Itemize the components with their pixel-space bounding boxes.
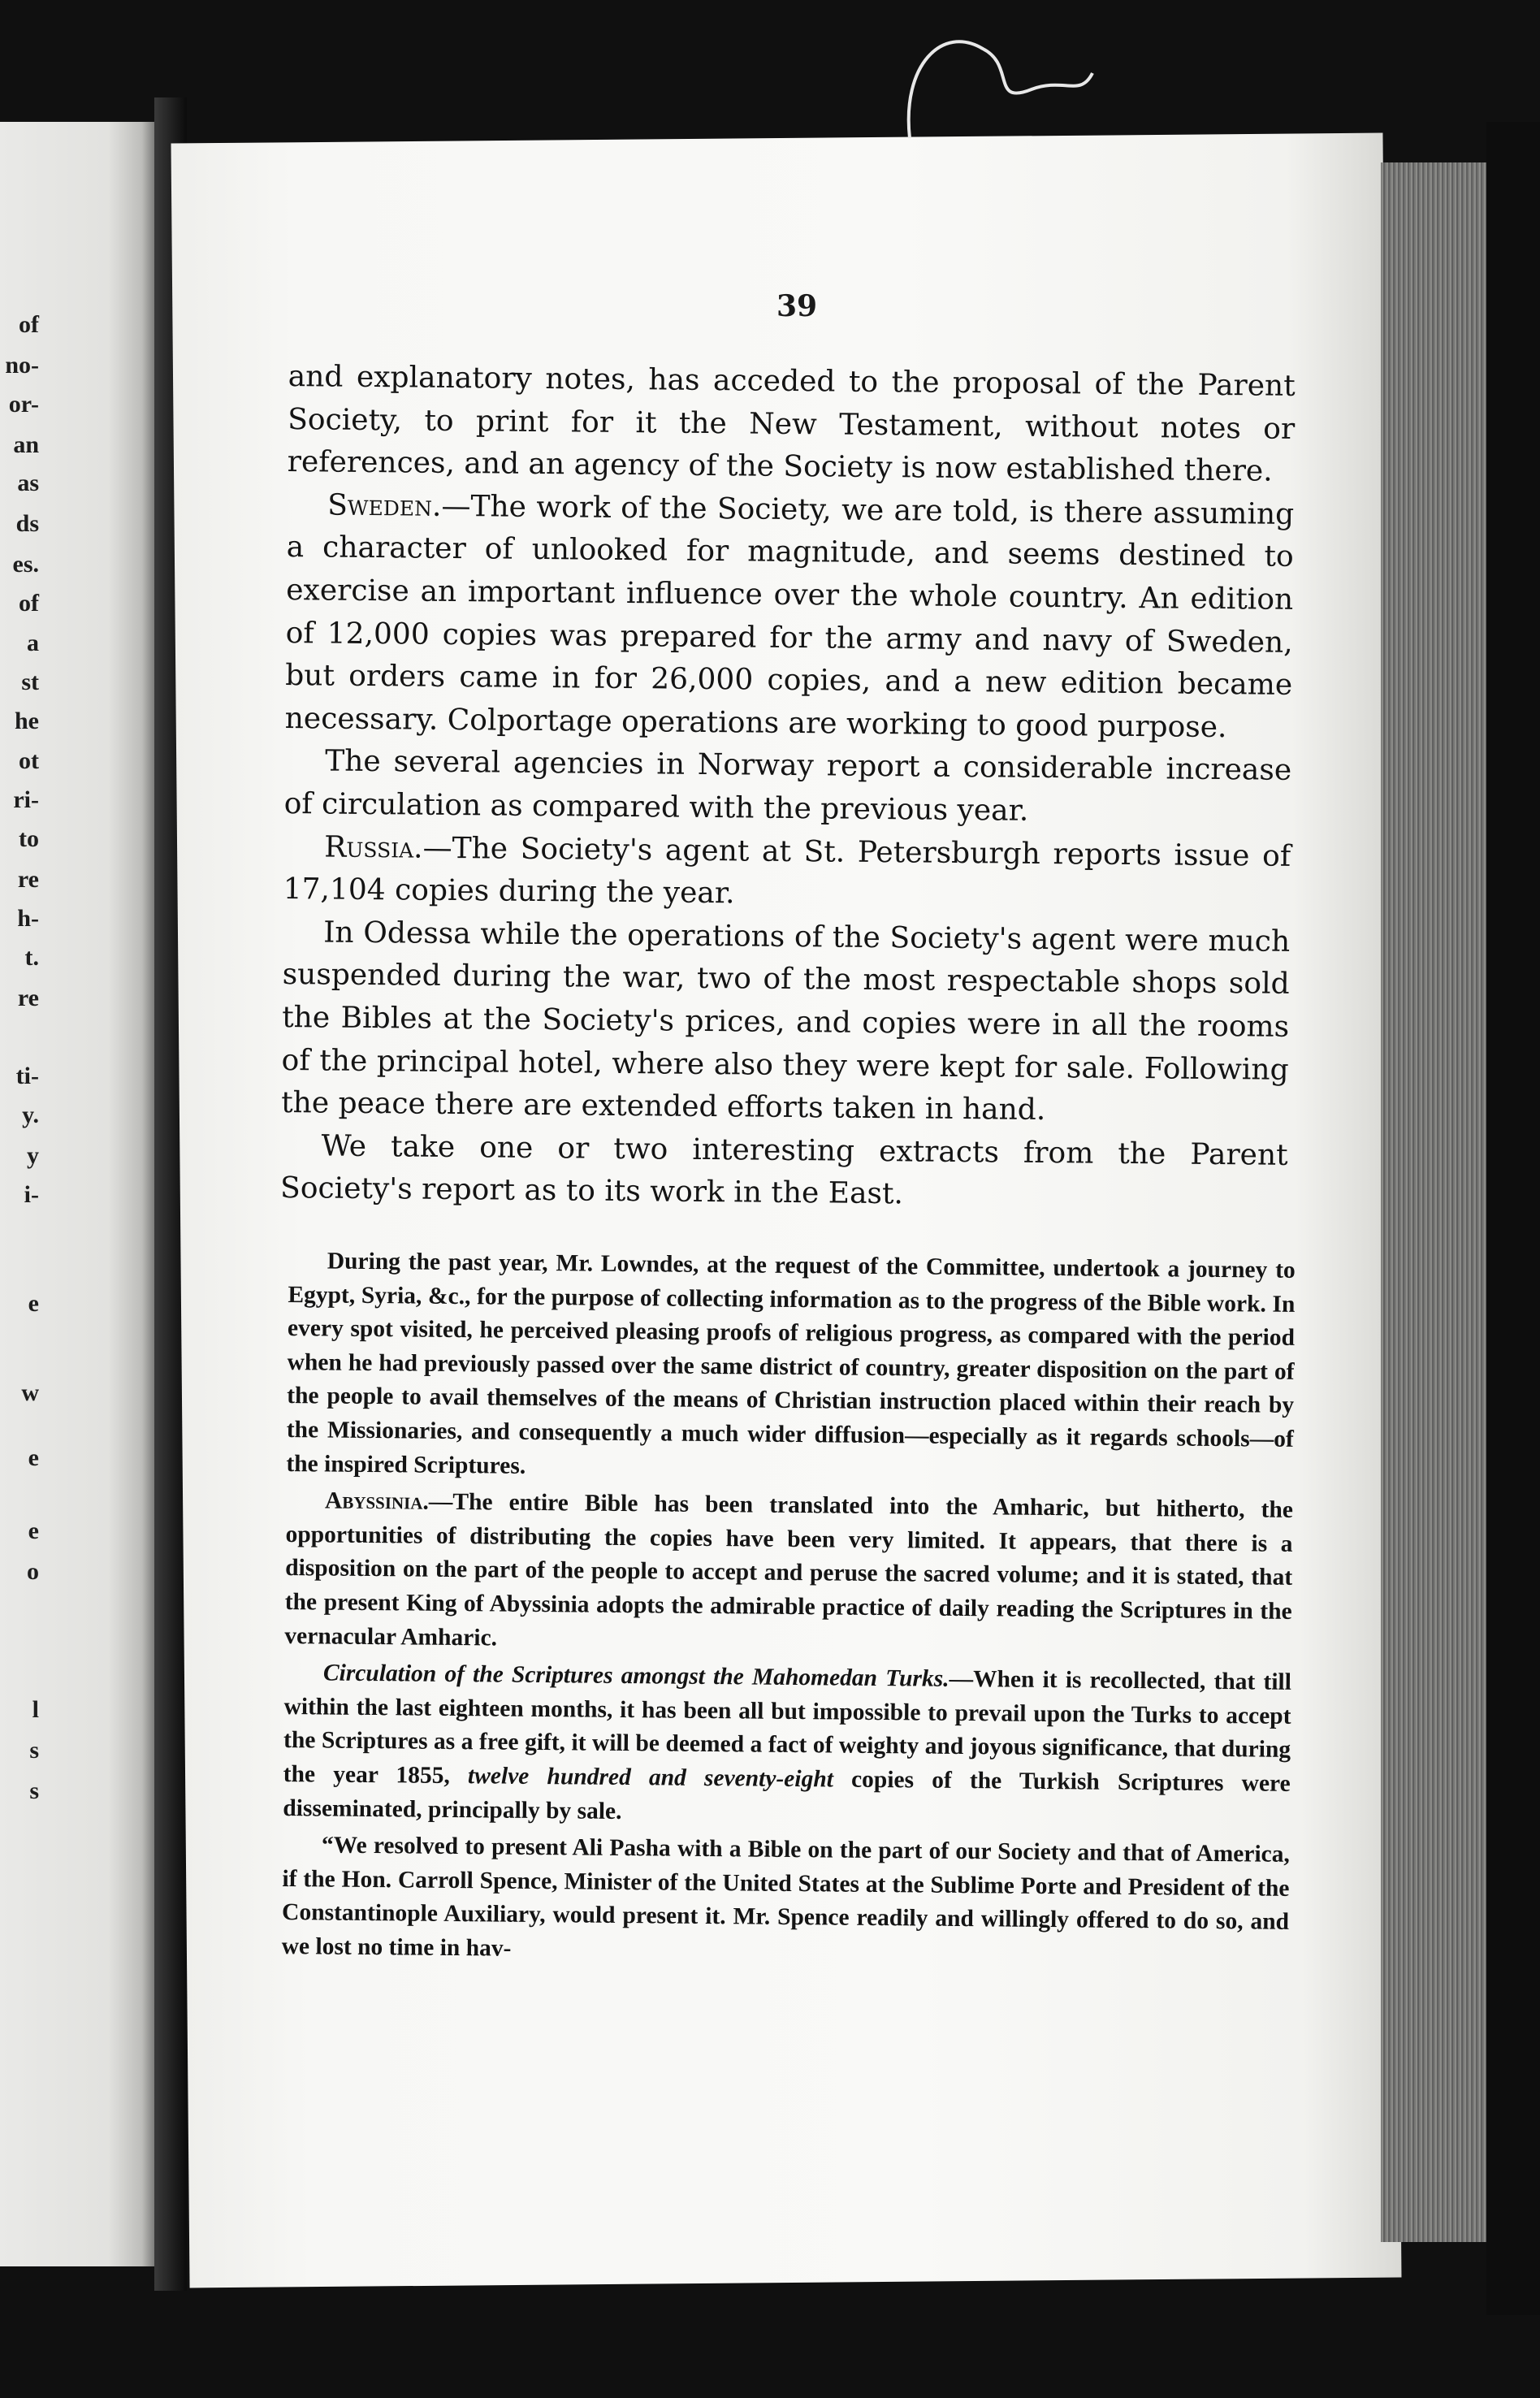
- left-page-fragment: s: [29, 1737, 39, 1764]
- left-page-fragment: i-: [24, 1181, 39, 1208]
- paragraph-norway: The several agencies in Norway report a considerable increase of circulation as compared with the previous year.: [283, 744, 1292, 828]
- left-page-fragment: es.: [12, 551, 39, 578]
- left-page-fragment: to: [19, 825, 39, 852]
- quote-paragraph-abyssinia: Abyssinia.—The entire Bible has been translated into the Amharic, but hitherto, the opportunities of distributing the copies have been very limited. It appears, that there is a disposition on the part of the people to accept and peruse the sacred volume; and it is stated, that the present King of Abyssinia adopts the admirable practice of daily reading the Scriptures in the vernacular Amharic.: [284, 1487, 1294, 1651]
- left-page-fragment: e: [28, 1444, 39, 1471]
- left-page-fragment: ot: [19, 747, 39, 774]
- background-edge: [1486, 122, 1540, 2315]
- left-page-fragment: y: [27, 1142, 39, 1169]
- paragraph-extracts: We take one or two interesting extracts from the Parent Society's report as to its work in the East.: [279, 1129, 1288, 1211]
- left-page-fragment: ds: [15, 510, 39, 537]
- left-page-fragment: h-: [17, 905, 39, 932]
- paragraph-sweden: Sweden.—The work of the Society, we are told, is there assuming a character of unlooked for magnitude, and seems destined to exercise an important influence over the whole country. An edition of 12,000 copies was prepared for the army and navy of Sweden, but orders came in for 26,000 copies, and a new edition became necessary. Colportage operations are working to good purpose.: [284, 488, 1295, 744]
- left-page-fragment: st: [21, 669, 39, 695]
- left-page-fragment: no-: [5, 352, 39, 379]
- left-page-fragment: s: [29, 1777, 39, 1804]
- paragraph-russia: Russia.—The Society's agent at St. Petersburgh reports issue of 17,104 copies during the year.: [283, 829, 1291, 911]
- left-page-fragment: e: [28, 1517, 39, 1544]
- section-lead: Sweden.: [327, 488, 442, 523]
- page-edges: [1381, 162, 1486, 2242]
- quote-paragraph-turks: Circulation of the Scriptures amongst the Mahomedan Turks.—When it is recollected, that till within the last eighteen months, it has been all but impossible to prevail upon the Turks to accept the Scriptures as a free gift, it will be deemed a fact of weighty and joyous significance, that during the year 1855, twelve hundred and seventy-eight copies of the Turkish Scriptures were disseminated, principally by sale.: [283, 1660, 1292, 1824]
- section-lead: Abyssinia.: [324, 1487, 430, 1515]
- section-lead: Russia.: [324, 829, 423, 865]
- left-page-fragment: ri-: [13, 786, 39, 813]
- left-page-fragment: re: [17, 866, 39, 893]
- page-number: 39: [776, 289, 818, 323]
- paragraph: and explanatory notes, has acceded to the proposal of the Parent Society, to print for it the New Testament, without notes or references, and an agency of the Society is now established there.: [287, 359, 1296, 488]
- quote-paragraph-ali-pasha: “We resolved to present Ali Pasha with a Bible on the part of our Society and that of America, if the Hon. Carroll Spence, Minister of the United States at the Sublime Porte and President of the Constantinople Auxiliary, would present it. Mr. Spence readily and willingly offered to do so, and we lost no time in hav-: [281, 1832, 1291, 1962]
- left-page-fragment: t.: [24, 944, 39, 971]
- left-page-fragment: w: [21, 1379, 39, 1406]
- left-page-fragment: y.: [22, 1102, 39, 1128]
- quoted-extract: [282, 1244, 1296, 1973]
- left-page-fragment: a: [27, 630, 39, 656]
- left-page-fragment: e: [28, 1290, 39, 1317]
- left-page-fragment: ti-: [15, 1063, 39, 1089]
- left-page-fragment: of: [19, 311, 39, 338]
- italic-phrase: twelve hundred and seventy-eight: [467, 1763, 834, 1793]
- body-text: [280, 356, 1296, 1220]
- quote-paragraph-lowndes: During the past year, Mr. Lowndes, at the request of the Committee, undertook a journey to Egypt, Syria, &c., for the purpose of collecting information as to the progress of the Bible work. In every spot visited, he perceived pleasing proofs of religious progress, as compared with the period when he had previously passed over the same district of country, greater disposition on the part of the people to avail themselves of the means of Christian instruction placed within their reach by the Missionaries, and consequently a much wider diffusion—especially as it regards schools—of the inspired Scriptures.: [286, 1248, 1296, 1479]
- left-page-fragment: he: [15, 708, 39, 734]
- left-page-fragment: o: [27, 1558, 39, 1585]
- left-page-fragment: of: [19, 590, 39, 617]
- left-page-fragment: an: [13, 431, 39, 458]
- stray-hair-mark: [893, 16, 1097, 146]
- left-page-fragment: l: [32, 1696, 39, 1723]
- left-page-fragment: as: [17, 470, 39, 496]
- left-page-fragment: or-: [8, 391, 39, 418]
- italic-heading: Circulation of the Scriptures amongst the Mahomedan Turks.: [322, 1660, 950, 1692]
- paragraph-odessa: In Odessa while the operations of the Society's agent were much suspended during the war, two of the most respectable shops sold the Bibles at the Society's prices, and copies were in all the rooms of the principal hotel, where also they were kept for sale. Following the peace there are extended efforts taken in hand.: [280, 915, 1291, 1128]
- left-page-fragment: re: [17, 985, 39, 1011]
